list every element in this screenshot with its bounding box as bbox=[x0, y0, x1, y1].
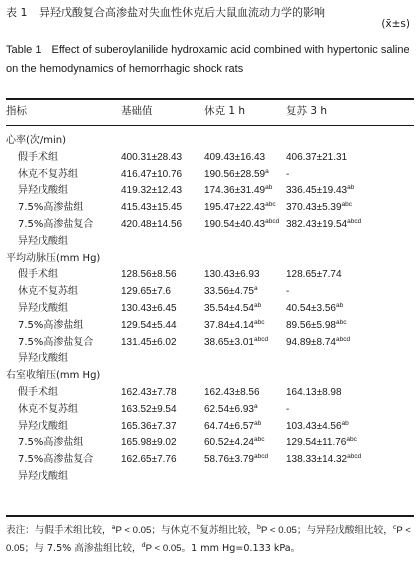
value-cell bbox=[286, 335, 350, 352]
table-row bbox=[0, 150, 420, 167]
significance-mark: abcd bbox=[253, 335, 269, 343]
table-row bbox=[0, 335, 420, 352]
header-indicator: 指标 bbox=[6, 105, 27, 117]
header-resuscitation-3h: 复苏 3 h bbox=[286, 105, 328, 117]
significance-mark: abc bbox=[341, 201, 353, 209]
cell-text: 37.84±4.14 bbox=[204, 319, 254, 331]
significance-mark: a bbox=[253, 285, 258, 293]
value-cell bbox=[286, 301, 343, 318]
value-cell bbox=[286, 385, 342, 402]
value-cell bbox=[204, 284, 258, 301]
cell-text: 40.54±3.56 bbox=[286, 302, 336, 314]
value-cell bbox=[121, 419, 177, 436]
group-label bbox=[18, 385, 58, 402]
table-bottom-rule bbox=[6, 515, 414, 517]
value-cell bbox=[121, 318, 177, 335]
cell-text: 60.52±4.24 bbox=[204, 437, 254, 449]
value-cell bbox=[286, 435, 357, 452]
cell-text: 62.54±6.93 bbox=[204, 403, 254, 415]
table-row bbox=[0, 402, 420, 419]
cell-text: 130.43±6.45 bbox=[121, 302, 177, 314]
cell-text: 336.45±19.43 bbox=[286, 185, 348, 197]
footnote-p-c: P < 0.05； bbox=[6, 525, 411, 554]
cell-text: 195.47±22.43 bbox=[204, 202, 266, 214]
value-cell bbox=[286, 183, 354, 200]
value-cell bbox=[121, 167, 182, 184]
cell-text: 138.33±14.32 bbox=[286, 454, 348, 466]
cell-text: 162.43±7.78 bbox=[121, 386, 177, 398]
cell-text: - bbox=[286, 403, 290, 415]
cell-text: 7.5%高渗盐组 bbox=[18, 319, 84, 331]
significance-mark: ab bbox=[335, 301, 344, 309]
section-row bbox=[0, 251, 420, 268]
cell-text: 409.43±16.43 bbox=[204, 151, 266, 163]
significance-mark: abc bbox=[253, 318, 265, 326]
group-label bbox=[18, 284, 78, 301]
value-cell bbox=[204, 385, 260, 402]
value-cell bbox=[204, 419, 261, 436]
cell-text: 64.74±6.57 bbox=[204, 420, 254, 432]
cell-text: 162.65±7.76 bbox=[121, 454, 177, 466]
value-cell bbox=[204, 217, 279, 234]
value-cell bbox=[121, 335, 177, 352]
group-label bbox=[18, 183, 68, 200]
cell-text: - bbox=[286, 168, 290, 180]
group-label bbox=[18, 318, 83, 335]
significance-mark: ab bbox=[253, 301, 262, 309]
table-row bbox=[0, 419, 420, 436]
table-row bbox=[0, 452, 420, 469]
table-row bbox=[0, 435, 420, 452]
significance-mark: ab bbox=[341, 419, 349, 427]
table-number-cn: 表 1 bbox=[6, 6, 28, 19]
cell-text: 174.36±31.49 bbox=[204, 185, 266, 197]
footnote-p-b: P < 0.05； bbox=[261, 525, 307, 536]
table-title-cn bbox=[6, 5, 416, 30]
table-title-en bbox=[6, 41, 414, 79]
cell-text: 415.43±15.45 bbox=[121, 202, 183, 214]
footnote-mark-a: a bbox=[111, 523, 116, 531]
significance-mark: a bbox=[253, 402, 258, 410]
cell-text: 94.89±8.74 bbox=[286, 336, 336, 348]
footnote-p-a: P < 0.05； bbox=[115, 525, 161, 536]
significance-mark: abcd bbox=[265, 217, 280, 225]
significance-mark: abc bbox=[265, 201, 276, 209]
cell-text: 33.56±4.75 bbox=[204, 286, 254, 298]
table-row bbox=[0, 301, 420, 318]
cell-text: 129.54±5.44 bbox=[121, 319, 177, 331]
cell-text: 129.54±11.76 bbox=[286, 437, 347, 449]
group-label bbox=[18, 301, 68, 318]
cell-text: 休克不复苏组 bbox=[18, 168, 78, 180]
cell-text: 382.43±19.54 bbox=[286, 218, 348, 230]
cell-text: 35.54±4.54 bbox=[204, 302, 254, 314]
footnote-p-d: P < 0.05。 bbox=[145, 543, 192, 554]
cell-text: 休克不复苏组 bbox=[18, 286, 78, 298]
significance-mark: abcd bbox=[253, 453, 269, 461]
cell-text: 164.13±8.98 bbox=[286, 386, 342, 398]
cell-text: 400.31±28.43 bbox=[121, 151, 183, 163]
cell-text: 心率(次/min) bbox=[6, 135, 67, 146]
value-cell bbox=[121, 183, 182, 200]
value-cell bbox=[286, 150, 347, 167]
statistics-symbol: (x̄±s) bbox=[381, 18, 410, 30]
value-cell bbox=[204, 150, 265, 167]
value-cell bbox=[286, 200, 352, 217]
table-row bbox=[0, 200, 420, 217]
cell-text: 异羟戊酸组 bbox=[18, 420, 68, 432]
table-row bbox=[0, 318, 420, 335]
cell-text: 129.65±7.6 bbox=[121, 286, 171, 298]
cell-text: 假手术组 bbox=[18, 386, 58, 398]
table-title-text-cn: 异羟戊酸复合高渗盐对失血性休克后大鼠血流动力学的影响 bbox=[39, 6, 325, 19]
value-cell bbox=[121, 200, 182, 217]
value-cell bbox=[204, 335, 268, 352]
value-cell bbox=[121, 435, 177, 452]
cell-text: 370.43±5.39 bbox=[286, 202, 342, 214]
cell-text: 7.5%高渗盐复合 bbox=[18, 336, 94, 348]
table-footnote bbox=[6, 522, 414, 558]
cell-text: 190.54±40.43 bbox=[204, 218, 266, 230]
significance-mark: ab bbox=[253, 419, 262, 427]
value-cell bbox=[121, 267, 177, 284]
cell-text: 190.56±28.59 bbox=[204, 168, 266, 180]
footnote-mark-c: c bbox=[392, 523, 397, 531]
group-label bbox=[18, 335, 93, 352]
table-row bbox=[0, 167, 420, 184]
value-cell bbox=[286, 167, 289, 184]
value-cell bbox=[286, 402, 289, 419]
value-cell bbox=[121, 284, 171, 301]
value-cell bbox=[286, 452, 361, 469]
cell-text: 128.56±8.56 bbox=[121, 269, 177, 281]
section-row bbox=[0, 133, 420, 150]
cell-text: 420.48±14.56 bbox=[121, 218, 183, 230]
cell-text: 416.47±10.76 bbox=[121, 168, 183, 180]
cell-text: 异羟戊酸组 bbox=[18, 302, 68, 314]
significance-mark: abc bbox=[335, 318, 347, 326]
value-cell bbox=[286, 267, 342, 284]
group-label bbox=[18, 351, 68, 368]
cell-text: 7.5%高渗盐组 bbox=[18, 202, 84, 214]
group-label bbox=[18, 150, 58, 167]
significance-mark: abc bbox=[253, 436, 265, 444]
cell-text: 异羟戊酸组 bbox=[18, 470, 68, 482]
footnote-label: 表注： bbox=[6, 525, 35, 536]
group-label bbox=[18, 402, 78, 419]
significance-mark: abc bbox=[346, 436, 357, 444]
footnote-text-d: 与 7.5% 高渗盐组比较， bbox=[34, 543, 142, 554]
significance-mark: abcd bbox=[347, 217, 362, 225]
table-header-rule bbox=[6, 125, 414, 126]
cell-text: - bbox=[286, 286, 290, 298]
value-cell bbox=[286, 217, 361, 234]
cell-text: 131.45±6.02 bbox=[121, 336, 177, 348]
value-cell bbox=[204, 167, 269, 184]
cell-text: 162.43±8.56 bbox=[204, 386, 260, 398]
significance-mark: a bbox=[265, 167, 269, 175]
cell-text: 异羟戊酸组 bbox=[18, 235, 68, 247]
footnote-unit: 1 mm Hg=0.133 kPa。 bbox=[191, 543, 301, 554]
cell-text: 假手术组 bbox=[18, 151, 58, 163]
header-baseline: 基础值 bbox=[121, 105, 153, 117]
group-label bbox=[18, 435, 83, 452]
cell-text: 38.65±3.01 bbox=[204, 336, 254, 348]
value-cell bbox=[204, 435, 264, 452]
group-label bbox=[18, 217, 93, 234]
cell-text: 7.5%高渗盐复合 bbox=[18, 454, 94, 466]
cell-text: 假手术组 bbox=[18, 269, 58, 281]
group-label bbox=[18, 267, 58, 284]
table-number-en: Table 1 bbox=[6, 44, 42, 56]
table-row bbox=[0, 284, 420, 301]
value-cell bbox=[121, 402, 177, 419]
value-cell bbox=[204, 402, 258, 419]
cell-text: 165.36±7.37 bbox=[121, 420, 177, 432]
cell-text: 128.65±7.74 bbox=[286, 269, 342, 281]
footnote-text-b: 与休克不复苏组比较， bbox=[160, 525, 257, 536]
significance-mark: abcd bbox=[347, 453, 362, 461]
group-label bbox=[18, 469, 68, 486]
cell-text: 406.37±21.31 bbox=[286, 151, 348, 163]
value-cell bbox=[204, 318, 264, 335]
footnote-mark-b: b bbox=[256, 523, 262, 531]
value-cell bbox=[204, 452, 268, 469]
group-label bbox=[18, 419, 68, 436]
cell-text: 7.5%高渗盐组 bbox=[18, 437, 84, 449]
cell-text: 419.32±12.43 bbox=[121, 185, 183, 197]
section-label bbox=[6, 368, 100, 385]
value-cell bbox=[121, 150, 182, 167]
table-top-rule bbox=[6, 98, 414, 100]
table-row bbox=[0, 217, 420, 234]
cell-text: 异羟戊酸组 bbox=[18, 185, 68, 197]
footnote-text-c: 与异羟戊酸组比较， bbox=[306, 525, 393, 536]
value-cell bbox=[204, 183, 272, 200]
section-row bbox=[0, 368, 420, 385]
cell-text: 58.76±3.79 bbox=[204, 454, 254, 466]
value-cell bbox=[204, 267, 260, 284]
section-label bbox=[6, 133, 66, 150]
group-label bbox=[18, 167, 78, 184]
row-continuation bbox=[0, 469, 420, 486]
group-label bbox=[18, 452, 93, 469]
footnote-mark-d: d bbox=[141, 541, 146, 549]
significance-mark: abcd bbox=[335, 335, 351, 343]
significance-mark: ab bbox=[265, 184, 273, 192]
table-title-text-en: Effect of suberoylanilide hydroxamic acid combined with hypertonic saline on the hemodynamics of hemorrhagic shock rats bbox=[6, 44, 410, 75]
cell-text: 163.52±9.54 bbox=[121, 403, 177, 415]
value-cell bbox=[121, 385, 177, 402]
cell-text: 7.5%高渗盐复合 bbox=[18, 218, 94, 230]
value-cell bbox=[121, 217, 182, 234]
cell-text: 89.56±5.98 bbox=[286, 319, 336, 331]
value-cell bbox=[121, 452, 177, 469]
header-shock-1h: 休克 1 h bbox=[204, 105, 246, 117]
table-row bbox=[0, 267, 420, 284]
section-label bbox=[6, 251, 100, 268]
cell-text: 右室收缩压(mm Hg) bbox=[6, 370, 101, 382]
cell-text: 异羟戊酸组 bbox=[18, 353, 68, 365]
group-label bbox=[18, 234, 68, 251]
cell-text: 平均动脉压(mm Hg) bbox=[6, 252, 101, 264]
value-cell bbox=[286, 318, 346, 335]
value-cell bbox=[204, 200, 276, 217]
row-continuation bbox=[0, 351, 420, 368]
value-cell bbox=[204, 301, 261, 318]
group-label bbox=[18, 200, 83, 217]
table-body bbox=[0, 133, 420, 486]
cell-text: 103.43±4.56 bbox=[286, 420, 342, 432]
value-cell bbox=[286, 419, 349, 436]
cell-text: 165.98±9.02 bbox=[121, 437, 177, 449]
table-row bbox=[0, 385, 420, 402]
row-continuation bbox=[0, 234, 420, 251]
value-cell bbox=[121, 301, 177, 318]
cell-text: 130.43±6.93 bbox=[204, 269, 260, 281]
footnote-text-a: 与假手术组比较， bbox=[34, 525, 112, 536]
value-cell bbox=[286, 284, 289, 301]
table-row bbox=[0, 183, 420, 200]
significance-mark: ab bbox=[347, 184, 355, 192]
cell-text: 休克不复苏组 bbox=[18, 403, 78, 415]
